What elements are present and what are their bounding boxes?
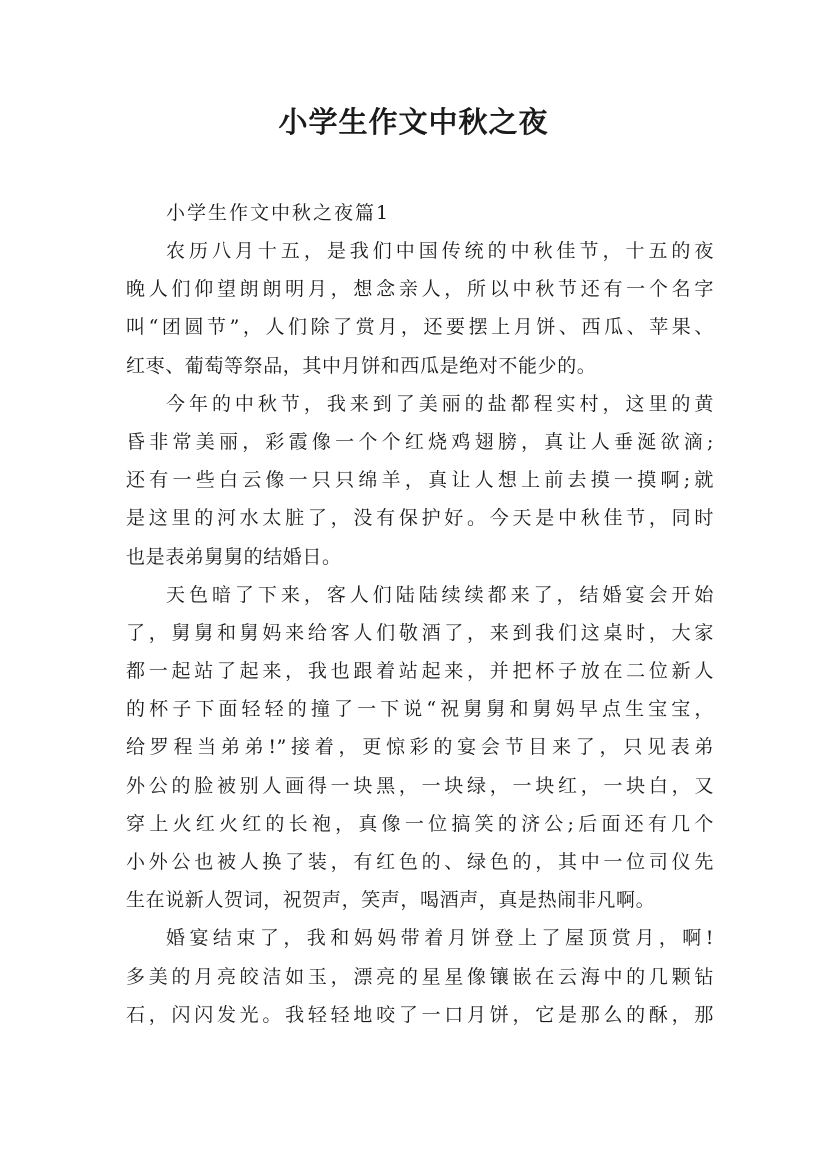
- paragraph-line: 叫“团圆节”，人们除了赏月，还要摆上月饼、西瓜、苹果、: [126, 316, 714, 339]
- paragraph-line: 昏非常美丽，彩霞像一个个红烧鸡翅膀，真让人垂涎欲滴;: [126, 430, 714, 453]
- paragraph-line: 了，舅舅和舅妈来给客人们敬酒了，来到我们这桌时，大家: [126, 621, 714, 644]
- paragraph-line: 是这里的河水太脏了，没有保护好。今天是中秋佳节，同时: [126, 507, 714, 530]
- paragraph-line: 外公的脸被别人画得一块黑，一块绿，一块红，一块白，又: [126, 774, 714, 797]
- paragraph-line: 也是表弟舅舅的结婚日。: [126, 545, 342, 568]
- paragraph-4: [126, 919, 714, 1034]
- document-title: 小学生作文中秋之夜: [278, 105, 549, 139]
- paragraph-line: 的杯子下面轻轻的撞了一下说“祝舅舅和舅妈早点生宝宝，: [126, 698, 714, 721]
- paragraph-3: [126, 576, 714, 920]
- paragraph-line: 小外公也被人换了装，有红色的、绿色的，其中一位司仪先: [126, 851, 714, 873]
- paragraph-line: 石，闪闪发光。我轻轻地咬了一口月饼，它是那么的酥，那: [126, 1003, 714, 1026]
- paragraph-line: 还有一些白云像一只只绵羊，真让人想上前去摸一摸啊;就: [126, 469, 714, 492]
- paragraph-2: [126, 385, 714, 576]
- paragraph-line: 农历八月十五，是我们中国传统的中秋佳节，十五的夜: [166, 240, 714, 262]
- paragraph-line: 今年的中秋节，我来到了美丽的盐都程实村，这里的黄: [166, 392, 714, 415]
- paragraph-1: [126, 232, 714, 385]
- paragraph-line: 生在说新人贺词，祝贺声，笑声，喝酒声，真是热闹非凡啊。: [126, 889, 656, 912]
- paragraph-line: 都一起站了起来，我也跟着站起来，并把杯子放在二位新人: [126, 660, 714, 683]
- paragraph-line: 天色暗了下来，客人们陆陆续续都来了，结婚宴会开始: [166, 583, 714, 606]
- paragraph-line: 穿上火红火红的长袍，真像一位搞笑的济公;后面还有几个: [126, 812, 714, 835]
- paragraph-line: 给罗程当弟弟!”接着，更惊彩的宴会节目来了，只见表弟: [126, 736, 714, 759]
- document-body: [126, 194, 714, 1034]
- paragraph-line: 多美的月亮皎洁如玉，漂亮的星星像镶嵌在云海中的几颗钻: [126, 965, 714, 988]
- paragraph-line: 晚人们仰望朗朗明月，想念亲人，所以中秋节还有一个名字: [126, 278, 714, 301]
- paragraph-line: 红枣、葡萄等祭品，其中月饼和西瓜是绝对不能少的。: [126, 354, 597, 377]
- section-subheading: 小学生作文中秋之夜篇1: [166, 202, 391, 224]
- paragraph-line: 婚宴结束了，我和妈妈带着月饼登上了屋顶赏月，啊!: [166, 927, 714, 950]
